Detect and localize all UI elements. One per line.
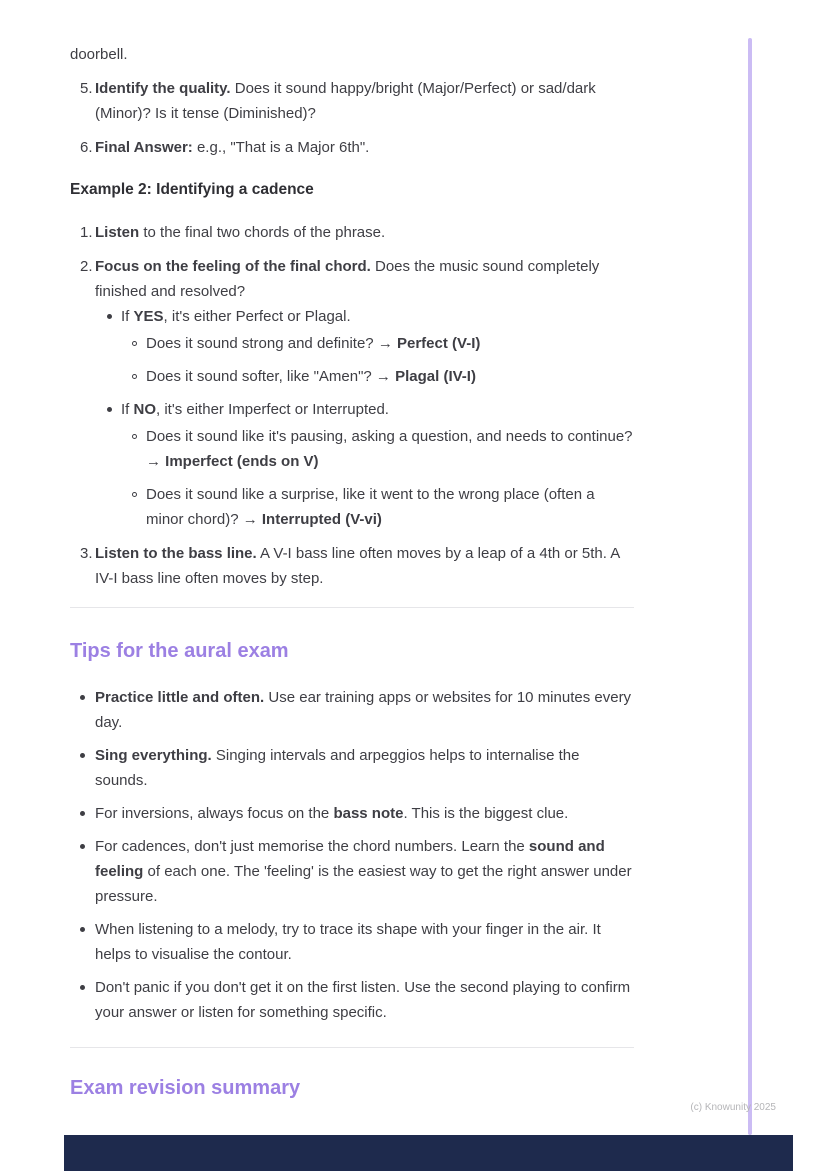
list-item-text: Listen to the bass line. A V-I bass line often moves by a leap of a 4th or 5th. A IV-I bass line often moves by step. bbox=[95, 545, 620, 587]
tip-text: Practice little and often. Use ear training apps or websites for 10 minutes every day. bbox=[95, 689, 632, 731]
list-item-text: Identify the quality. Does it sound happy/bright (Major/Perfect) or sad/dark (Minor)? Is it tense (Diminished)? bbox=[95, 80, 596, 122]
step2-lead-text: Focus on the feeling of the final chord. Does the music sound completely finished and resolved? bbox=[95, 258, 600, 300]
tip-item bbox=[70, 975, 634, 1025]
circle-item-text: Does it sound softer, like "Amen"? → Plagal (IV-I) bbox=[146, 368, 476, 385]
tip-item bbox=[70, 834, 634, 909]
circle-item-text: Does it sound strong and definite? → Perfect (V-I) bbox=[146, 335, 481, 352]
disc-bullet-icon bbox=[80, 927, 85, 932]
list-number: 2. bbox=[80, 258, 93, 275]
circle-marker bbox=[132, 482, 146, 532]
circle-list-yes-options bbox=[121, 331, 634, 389]
circle-item-perfect bbox=[121, 331, 634, 356]
bullet-item-yes bbox=[95, 304, 634, 389]
bullet-list-yes-no bbox=[95, 304, 634, 532]
document-content bbox=[70, 42, 634, 1102]
tips-list bbox=[70, 685, 634, 1025]
paragraph-fragment: doorbell. bbox=[70, 46, 128, 63]
tip-text: When listening to a melody, try to trace its shape with your finger in the air. It helps to visualise the contour. bbox=[95, 921, 601, 963]
disc-bullet-icon bbox=[107, 407, 112, 412]
tip-text: Sing everything. Singing intervals and arpeggios helps to internalise the sounds. bbox=[95, 747, 580, 789]
scrollbar-thumb[interactable] bbox=[748, 38, 752, 1135]
list-item-cadence-step3 bbox=[70, 541, 634, 591]
bullet-item-text bbox=[121, 304, 634, 389]
list-item-cadence-step2 bbox=[70, 254, 634, 532]
bullet-marker bbox=[80, 834, 95, 909]
bullet-marker bbox=[80, 743, 95, 793]
numbered-list-quality-steps bbox=[70, 76, 634, 160]
list-item-step6 bbox=[70, 135, 634, 160]
list-item-text bbox=[95, 254, 634, 532]
bullet-marker bbox=[80, 685, 95, 735]
disc-bullet-icon bbox=[107, 314, 112, 319]
list-number: 6. bbox=[80, 139, 93, 156]
circle-bullet-icon bbox=[132, 374, 137, 379]
bullet-marker bbox=[80, 801, 95, 826]
circle-list-no-options bbox=[121, 424, 634, 532]
tip-text: For inversions, always focus on the bass note. This is the biggest clue. bbox=[95, 805, 569, 822]
circle-item-text: Does it sound like it's pausing, asking a question, and needs to continue? → Imperfect (ends on V) bbox=[146, 428, 633, 470]
circle-bullet-icon bbox=[132, 434, 137, 439]
circle-marker bbox=[132, 331, 146, 356]
list-item-step5 bbox=[70, 76, 634, 126]
disc-bullet-icon bbox=[80, 985, 85, 990]
disc-bullet-icon bbox=[80, 753, 85, 758]
list-item-text: Listen to the final two chords of the phrase. bbox=[95, 224, 386, 241]
watermark-text: (c) Knowunity 2025 bbox=[690, 1102, 776, 1113]
circle-item-plagal bbox=[121, 364, 634, 389]
disc-bullet-icon bbox=[80, 695, 85, 700]
circle-item-interrupted bbox=[121, 482, 634, 532]
bullet-item-text bbox=[121, 397, 634, 532]
tips-heading: Tips for the aural exam bbox=[70, 640, 289, 662]
list-number: 5. bbox=[80, 80, 93, 97]
tip-item bbox=[70, 801, 634, 826]
circle-marker bbox=[132, 424, 146, 474]
bullet-marker bbox=[107, 304, 121, 389]
bullet-marker bbox=[80, 917, 95, 967]
list-number: 3. bbox=[80, 545, 93, 562]
numbered-list-cadence-steps bbox=[70, 220, 634, 591]
section-divider bbox=[70, 607, 634, 608]
circle-bullet-icon bbox=[132, 492, 137, 497]
disc-bullet-icon bbox=[80, 811, 85, 816]
bullet-marker bbox=[107, 397, 121, 532]
circle-marker bbox=[132, 364, 146, 389]
yes-intro-text: If YES, it's either Perfect or Plagal. bbox=[121, 308, 351, 325]
no-intro-text: If NO, it's either Imperfect or Interrupted. bbox=[121, 401, 389, 418]
bullet-item-no bbox=[95, 397, 634, 532]
section-divider bbox=[70, 1047, 634, 1048]
tip-text: Don't panic if you don't get it on the first listen. Use the second playing to confirm your answer or listen for something specific. bbox=[95, 979, 631, 1021]
list-item-text: Final Answer: e.g., "That is a Major 6th". bbox=[95, 139, 370, 156]
summary-heading: Exam revision summary bbox=[70, 1077, 301, 1099]
circle-item-imperfect bbox=[121, 424, 634, 474]
tip-item bbox=[70, 685, 634, 735]
list-number: 1. bbox=[80, 224, 93, 241]
disc-bullet-icon bbox=[80, 844, 85, 849]
list-item-cadence-step1 bbox=[70, 220, 634, 245]
tip-item bbox=[70, 917, 634, 967]
circle-bullet-icon bbox=[132, 341, 137, 346]
circle-item-text: Does it sound like a surprise, like it went to the wrong place (often a minor chord)? → Interrupted (V-vi) bbox=[146, 486, 595, 528]
tip-text: For cadences, don't just memorise the chord numbers. Learn the sound and feeling of each one. The 'feeling' is the easiest way to get the right answer under pressure. bbox=[95, 838, 632, 905]
page-footer-bar bbox=[64, 1135, 793, 1171]
example2-heading: Example 2: Identifying a cadence bbox=[70, 181, 314, 198]
tip-item bbox=[70, 743, 634, 793]
bullet-marker bbox=[80, 975, 95, 1025]
